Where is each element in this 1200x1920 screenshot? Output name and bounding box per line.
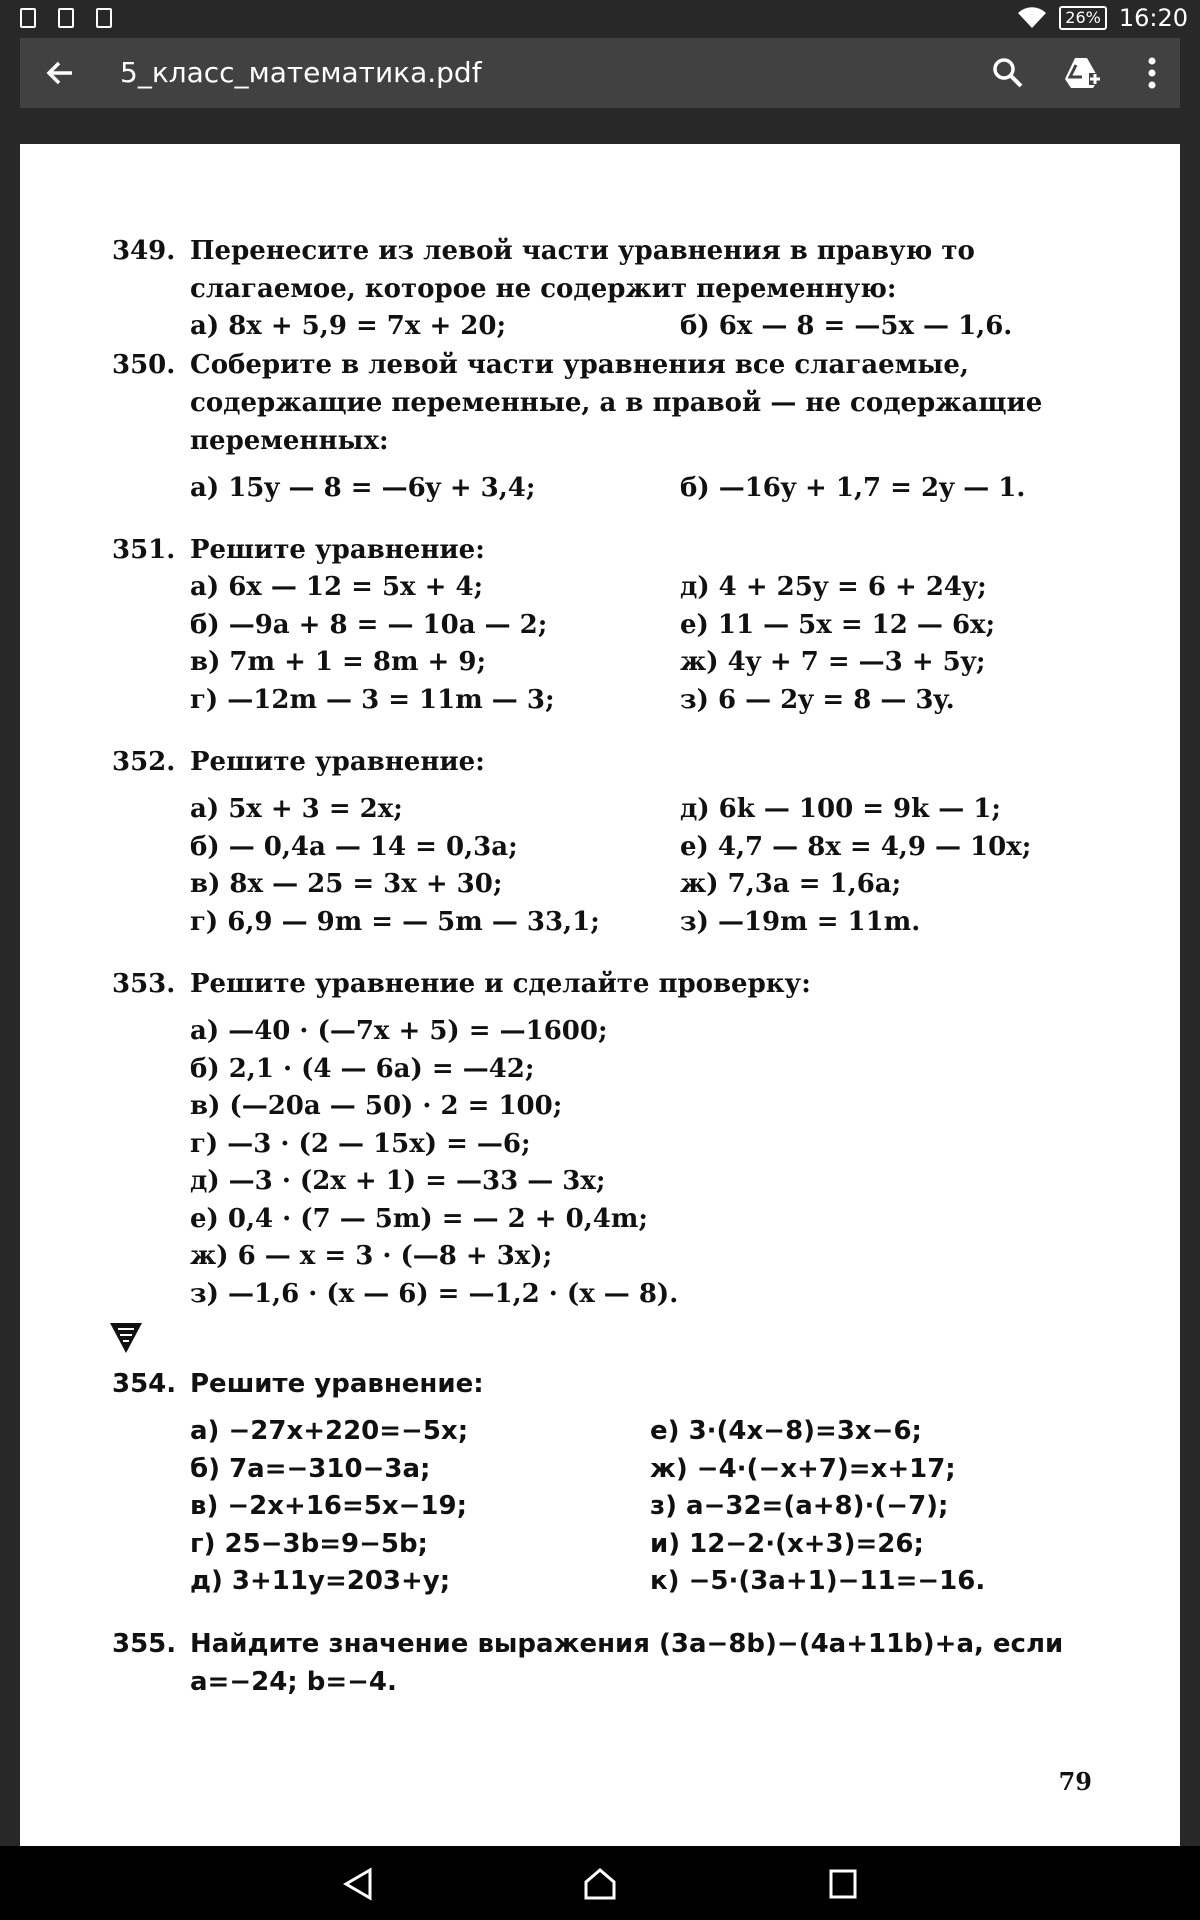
equation: з) a−32=(a+8)·(−7); (650, 1491, 949, 1521)
equation: в) 7m + 1 = 8m + 9; (190, 647, 487, 677)
problem-number: 350. (112, 349, 176, 380)
equation: а) —40 · (—7x + 5) = —1600; (190, 1016, 608, 1046)
equation: б) —9a + 8 = — 10a — 2; (190, 609, 548, 640)
equation: а) 8x + 5,9 = 7x + 20; (190, 311, 507, 341)
app-toolbar (20, 38, 1180, 108)
equation: к) −5·(3a+1)−11=−16. (650, 1566, 986, 1596)
equation: а) 15y — 8 = —6y + 3,4; (190, 472, 536, 503)
problem-352-equations (190, 791, 1112, 941)
problem-355 (112, 1625, 1112, 1701)
equation: г) 25−3b=9−5b; (190, 1528, 428, 1559)
equation: ж) −4·(−x+7)=x+17; (650, 1453, 956, 1484)
phone-notification-icon (96, 8, 112, 28)
equation: б) 2,1 · (4 — 6a) = —42; (190, 1053, 535, 1084)
equation: д) 3+11y=203+y; (190, 1566, 451, 1596)
equation: ж) 4y + 7 = —3 + 5y; (680, 647, 986, 677)
problem-text: Решите уравнение: (190, 747, 485, 777)
problem-350 (112, 346, 1112, 460)
problem-text: Перенесите из левой части уравнения в правую то слагаемое, которое не содержит переменную: (190, 236, 975, 304)
status-bar (0, 0, 1200, 38)
equation: г) 6,9 — 9m = — 5m — 33,1; (190, 906, 600, 937)
equation: в) −2x+16=5x−19; (190, 1491, 468, 1521)
problem-350-equations (190, 470, 1112, 508)
more-options-icon[interactable] (1146, 55, 1158, 91)
pdf-page[interactable] (20, 144, 1180, 1846)
problem-number: 354. (112, 1369, 177, 1399)
equation: а) 5x + 3 = 2x; (190, 794, 403, 824)
equation: б) —16y + 1,7 = 2y — 1. (680, 472, 1026, 503)
equation: б) — 0,4a — 14 = 0,3a; (190, 831, 518, 862)
clock: 16:20 (1118, 4, 1188, 32)
battery-indicator: 26% (1059, 6, 1107, 30)
equation: е) 3·(4x−8)=3x−6; (650, 1416, 922, 1446)
equation: и) 12−2·(x+3)=26; (650, 1528, 924, 1559)
equation: з) —1,6 · (x — 6) = —1,2 · (x — 8). (190, 1278, 679, 1309)
problem-351 (112, 531, 1112, 569)
equation: а) −27x+220=−5x; (190, 1416, 469, 1446)
problem-353-equations (190, 1013, 1112, 1313)
difficulty-triangle-icon (108, 1321, 144, 1355)
equation: ж) 7,3a = 1,6a; (680, 869, 902, 899)
problem-text: Решите уравнение: (190, 535, 485, 565)
problem-number: 351. (112, 535, 176, 565)
problem-number: 353. (112, 969, 176, 999)
equation: д) 6k — 100 = 9k — 1; (680, 794, 1001, 824)
problem-text: Решите уравнение: (190, 1369, 484, 1399)
equation: з) —19m = 11m. (680, 906, 921, 937)
recents-icon[interactable] (822, 1866, 862, 1902)
problem-352 (112, 743, 1112, 781)
problem-349-equations (190, 308, 1112, 346)
problem-349 (112, 232, 1112, 308)
equation: е) 0,4 · (7 — 5m) = — 2 + 0,4m; (190, 1203, 648, 1234)
problem-text: Соберите в левой части уравнения все слагаемые, содержащие переменные, а в правой — не содержащие переменных: (190, 349, 1043, 456)
problem-353 (112, 965, 1112, 1003)
document-title: 5_класс_математика.pdf (120, 56, 482, 89)
battery-saver-icon (58, 8, 74, 28)
back-triangle-icon[interactable] (338, 1866, 378, 1902)
problem-354-equations (190, 1413, 1112, 1601)
equation: ж) 6 — x = 3 · (—8 + 3x); (190, 1241, 553, 1271)
home-icon[interactable] (580, 1866, 620, 1902)
add-to-drive-icon[interactable] (1062, 55, 1102, 91)
problem-number: 349. (112, 236, 176, 266)
equation: б) 6x — 8 = —5x — 1,6. (680, 311, 1013, 341)
navigation-bar (0, 1846, 1200, 1920)
problem-text: Найдите значение выражения (3a−8b)−(4a+11b)+a, если a=−24; b=−4. (190, 1628, 1064, 1697)
problem-number: 355. (112, 1628, 177, 1659)
equation: в) 8x — 25 = 3x + 30; (190, 869, 503, 899)
search-icon[interactable] (990, 55, 1026, 91)
equation: г) —3 · (2 — 15x) = —6; (190, 1128, 531, 1159)
equation: г) —12m — 3 = 11m — 3; (190, 684, 555, 715)
equation: з) 6 — 2y = 8 — 3y. (680, 684, 955, 715)
equation: д) —3 · (2x + 1) = —33 — 3x; (190, 1166, 606, 1196)
wifi-icon (1017, 7, 1047, 29)
problem-354 (112, 1365, 1112, 1403)
problem-number: 352. (112, 747, 176, 777)
page-content (112, 232, 1112, 1701)
image-notification-icon (20, 8, 36, 28)
page-number: 79 (1058, 1767, 1092, 1796)
equation: б) 7a=−310−3a; (190, 1453, 431, 1484)
problem-351-equations (190, 569, 1112, 719)
back-arrow-icon[interactable] (42, 55, 78, 91)
equation: е) 11 — 5x = 12 — 6x; (680, 609, 996, 640)
problem-text: Решите уравнение и сделайте проверку: (190, 969, 811, 999)
equation: в) (—20a — 50) · 2 = 100; (190, 1091, 563, 1121)
equation: а) 6x — 12 = 5x + 4; (190, 572, 484, 602)
equation: е) 4,7 — 8x = 4,9 — 10x; (680, 831, 1032, 862)
equation: д) 4 + 25y = 6 + 24y; (680, 572, 987, 602)
